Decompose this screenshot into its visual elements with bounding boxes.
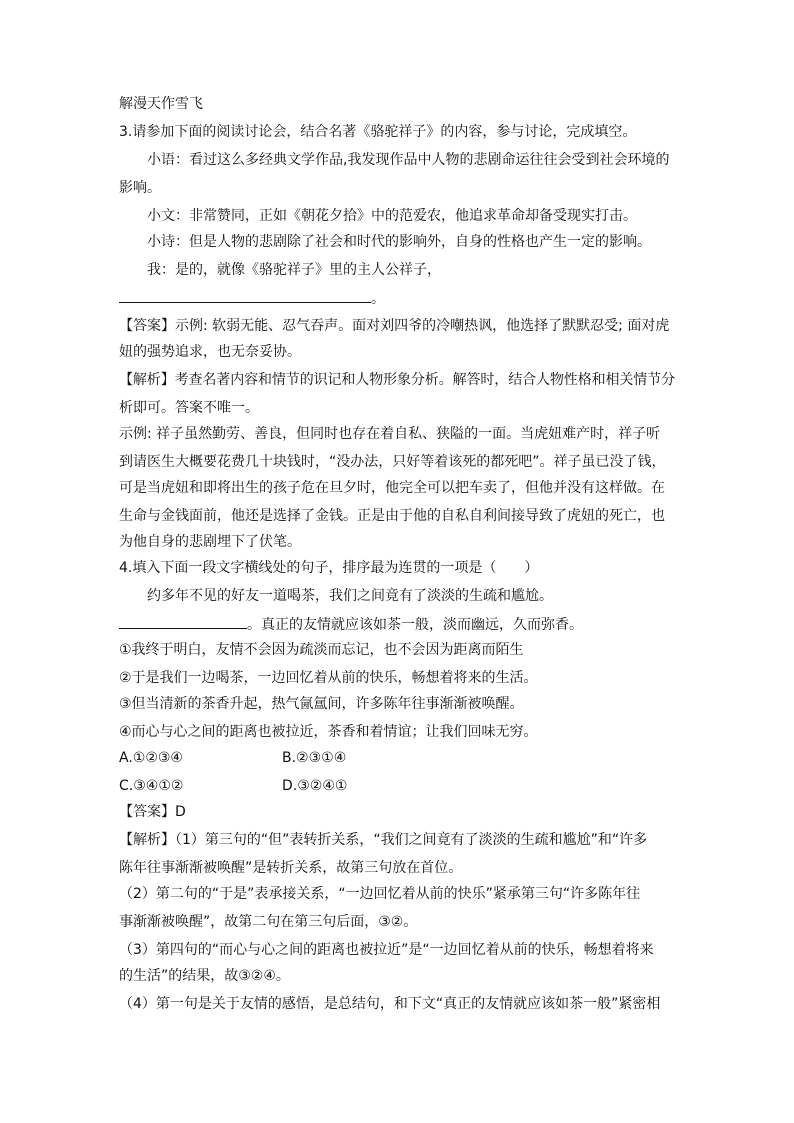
sentence-4: ④而心与心之间的距离也被拉近，茶香和着情谊；让我们回味无穷。: [119, 724, 538, 740]
example-paragraph: 示例: 祥子虽然勤劳、善良，但同时也存在着自私、狭隘的一面。当虎妞难产时，祥子听: [119, 426, 661, 442]
text-line: 到请医生大概要花费几十块钱时，“没办法，只好等着该死的都死吧”。祥子虽已没了钱，: [119, 454, 666, 470]
dialogue-xiaowen: 小文：非常赞同，正如《朝花夕拾》中的范爱农，他追求革命却备受现实打击。: [147, 208, 637, 224]
text-line: 可是当虎妞和即将出生的孩子危在旦夕时，他完全可以把车卖了，但他并没有这样做。在: [119, 480, 665, 496]
text-line: 事渐渐被唤醒”，故第二句在第三句后面，③②。: [119, 914, 418, 930]
text-line: 生命与金钱面前，他还是选择了金钱。正是由于他的自私自利间接导致了虎妞的死亡，也: [119, 508, 665, 524]
passage-line: 约多年不见的好友一道喝茶，我们之间竟有了淡淡的生疏和尴尬。: [147, 588, 553, 604]
analysis-4: 【解析】（1）第三句的“但”表转折关系，“我们之间竟有了淡淡的生疏和尴尬”和“许多: [119, 832, 648, 848]
option-a: A.①②③④: [119, 750, 183, 766]
passage-rest: 。真正的友情就应该如茶一般，淡而幽远，久而弥香。: [247, 617, 583, 633]
text-line: 解漫天作雪飞: [119, 96, 203, 112]
analysis-point-4: （4）第一句是关于友情的感悟，是总结句，和下文“真正的友情就应该如茶一般”紧密相: [119, 996, 661, 1012]
sentence-2: ②于是我们一边喝茶，一边回忆着从前的快乐，畅想着将来的生活。: [119, 670, 538, 686]
passage-blank-line: [119, 614, 583, 635]
fill-blank-line: [119, 288, 385, 309]
text-line: 妞的强势追求，也无奈妥协。: [119, 344, 301, 360]
question-3-stem: 3.请参加下面的阅读讨论会，结合名著《骆驼祥子》的内容，参与讨论，完成填空。: [119, 124, 637, 140]
dialogue-xiaoyu: 小语：看过这么多经典文学作品,我发现作品中人物的悲剧命运往往会受到社会环境的: [147, 152, 670, 168]
answer-3: 【答案】示例: 软弱无能、忍气吞声。面对刘四爷的冷嘲热讽，他选择了默默忍受; 面对虎: [119, 318, 670, 334]
text-line: 为他自身的悲剧埋下了伏笔。: [119, 534, 301, 550]
text-line: 析即可。答案不唯一。: [119, 400, 259, 416]
dialogue-xiaoshi: 小诗：但是人物的悲剧除了社会和时代的影响外，自身的性格也产生一定的影响。: [147, 234, 651, 250]
answer-4: 【答案】D: [119, 804, 186, 820]
analysis-point-2: （2）第二句的“于是”表承接关系，“一边回忆着从前的快乐”紧承第三句“许多陈年往: [119, 886, 641, 902]
dialogue-me: 我：是的，就像《骆驼祥子》里的主人公祥子，: [147, 262, 441, 278]
option-c: C.③④①②: [119, 778, 184, 794]
fill-blank-end: 。: [371, 291, 385, 307]
text-line: 的生活”的结果，故③②④。: [119, 968, 290, 984]
option-d: D.③②④①: [282, 778, 348, 794]
analysis-3: 【解析】考查名著内容和情节的识记和人物形象分析。解答时，结合人物性格和相关情节分: [119, 372, 675, 388]
option-b: B.②③①④: [282, 750, 347, 766]
sentence-1: ①我终于明白，友情不会因为疏淡而忘记，也不会因为距离而陌生: [119, 642, 524, 658]
text-line: 影响。: [119, 180, 161, 196]
sentence-3: ③但当清新的茶香升起，热气氤氲间，许多陈年往事渐渐被唤醒。: [119, 696, 524, 712]
analysis-point-3: （3）第四句的“而心与心之间的距离也被拉近”是“一边回忆着从前的快乐，畅想着将来: [119, 942, 654, 958]
answer-blank: [119, 288, 371, 303]
question-4-stem: 4.填入下面一段文字横线处的句子，排序最为连贯的一项是（ ）: [119, 560, 539, 576]
passage-blank: [119, 614, 247, 629]
text-line: 陈年往事渐渐被唤醒”是转折关系，故第三句放在首位。: [119, 860, 463, 876]
